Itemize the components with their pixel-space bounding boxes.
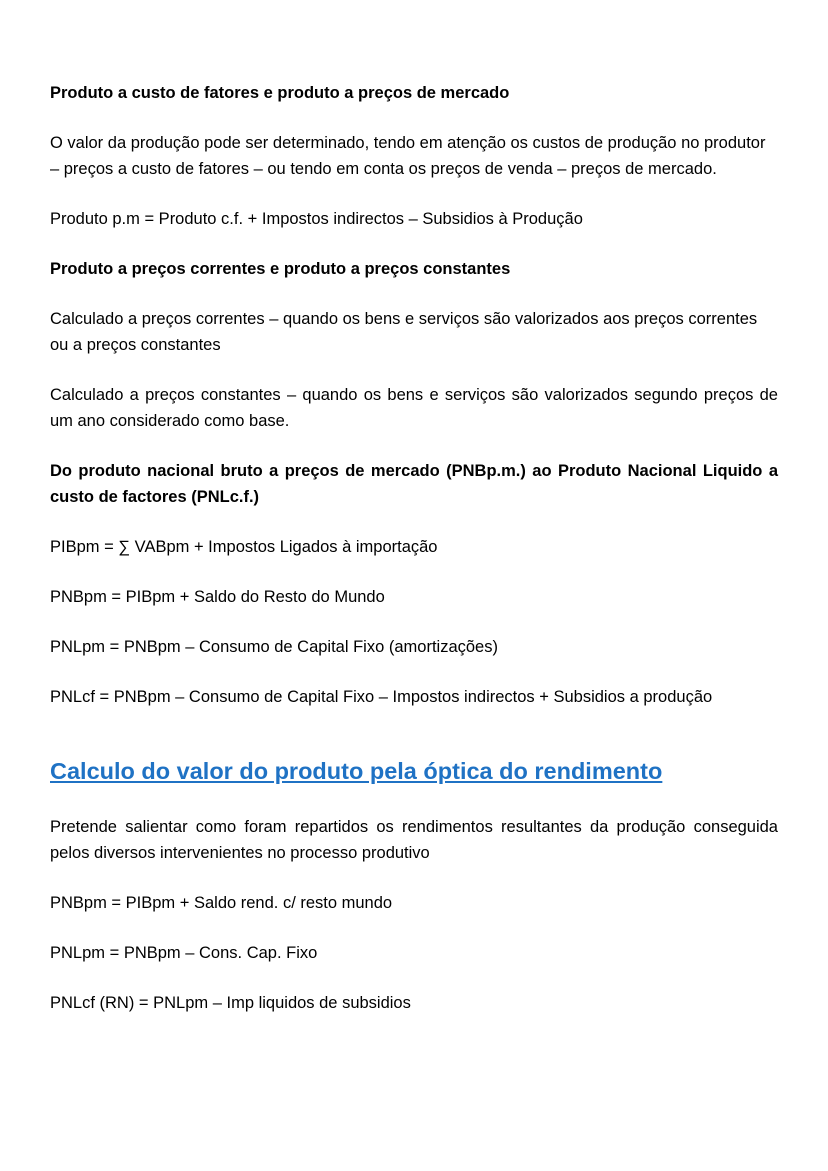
section-heading-pnb-to-pnl: Do produto nacional bruto a preços de mercado (PNBp.m.) ao Produto Nacional Liquido a custo de factores (PNLc.f.) bbox=[50, 462, 778, 506]
chapter-heading-income-optic: Calculo do valor do produto pela óptica do rendimento bbox=[50, 758, 663, 784]
formula-pnlcf: PNLcf = PNBpm – Consumo de Capital Fixo – Impostos indirectos + Subsidios a produção bbox=[50, 688, 713, 706]
formula-pnlpm-income: PNLpm = PNBpm – Cons. Cap. Fixo bbox=[50, 944, 318, 962]
formula-pnlpm: PNLpm = PNBpm – Consumo de Capital Fixo (amortizações) bbox=[50, 638, 498, 656]
paragraph-current-prices: Calculado a preços correntes – quando os bens e serviços são valorizados aos preços correntes ou a preços constantes bbox=[50, 310, 758, 354]
formula-pnbpm-income: PNBpm = PIBpm + Saldo rend. c/ resto mundo bbox=[50, 894, 393, 912]
paragraph-income-intro: Pretende salientar como foram repartidos os rendimentos resultantes da produção conseguida pelos diversos intervenientes no processo produtivo bbox=[50, 818, 778, 862]
formula-pnlcf-rn: PNLcf (RN) = PNLpm – Imp liquidos de subsidios bbox=[50, 994, 411, 1012]
paragraph-production-value: O valor da produção pode ser determinado, tendo em atenção os custos de produção no produtor – preços a custo de fatores – ou tendo em conta os preços de venda – preços de mercado. bbox=[50, 134, 766, 178]
formula-pnbpm: PNBpm = PIBpm + Saldo do Resto do Mundo bbox=[50, 588, 385, 606]
formula-produto-pm: Produto p.m = Produto c.f. + Impostos indirectos – Subsidios à Produção bbox=[50, 210, 583, 228]
paragraph-constant-prices: Calculado a preços constantes – quando os bens e serviços são valorizados segundo preços de um ano considerado como base. bbox=[50, 386, 778, 430]
formula-pibpm: PIBpm = ∑ VABpm + Impostos Ligados à importação bbox=[50, 538, 438, 556]
section-heading-current-constant-prices: Produto a preços correntes e produto a preços constantes bbox=[50, 260, 511, 278]
section-heading-factors-market-prices: Produto a custo de fatores e produto a preços de mercado bbox=[50, 84, 510, 102]
